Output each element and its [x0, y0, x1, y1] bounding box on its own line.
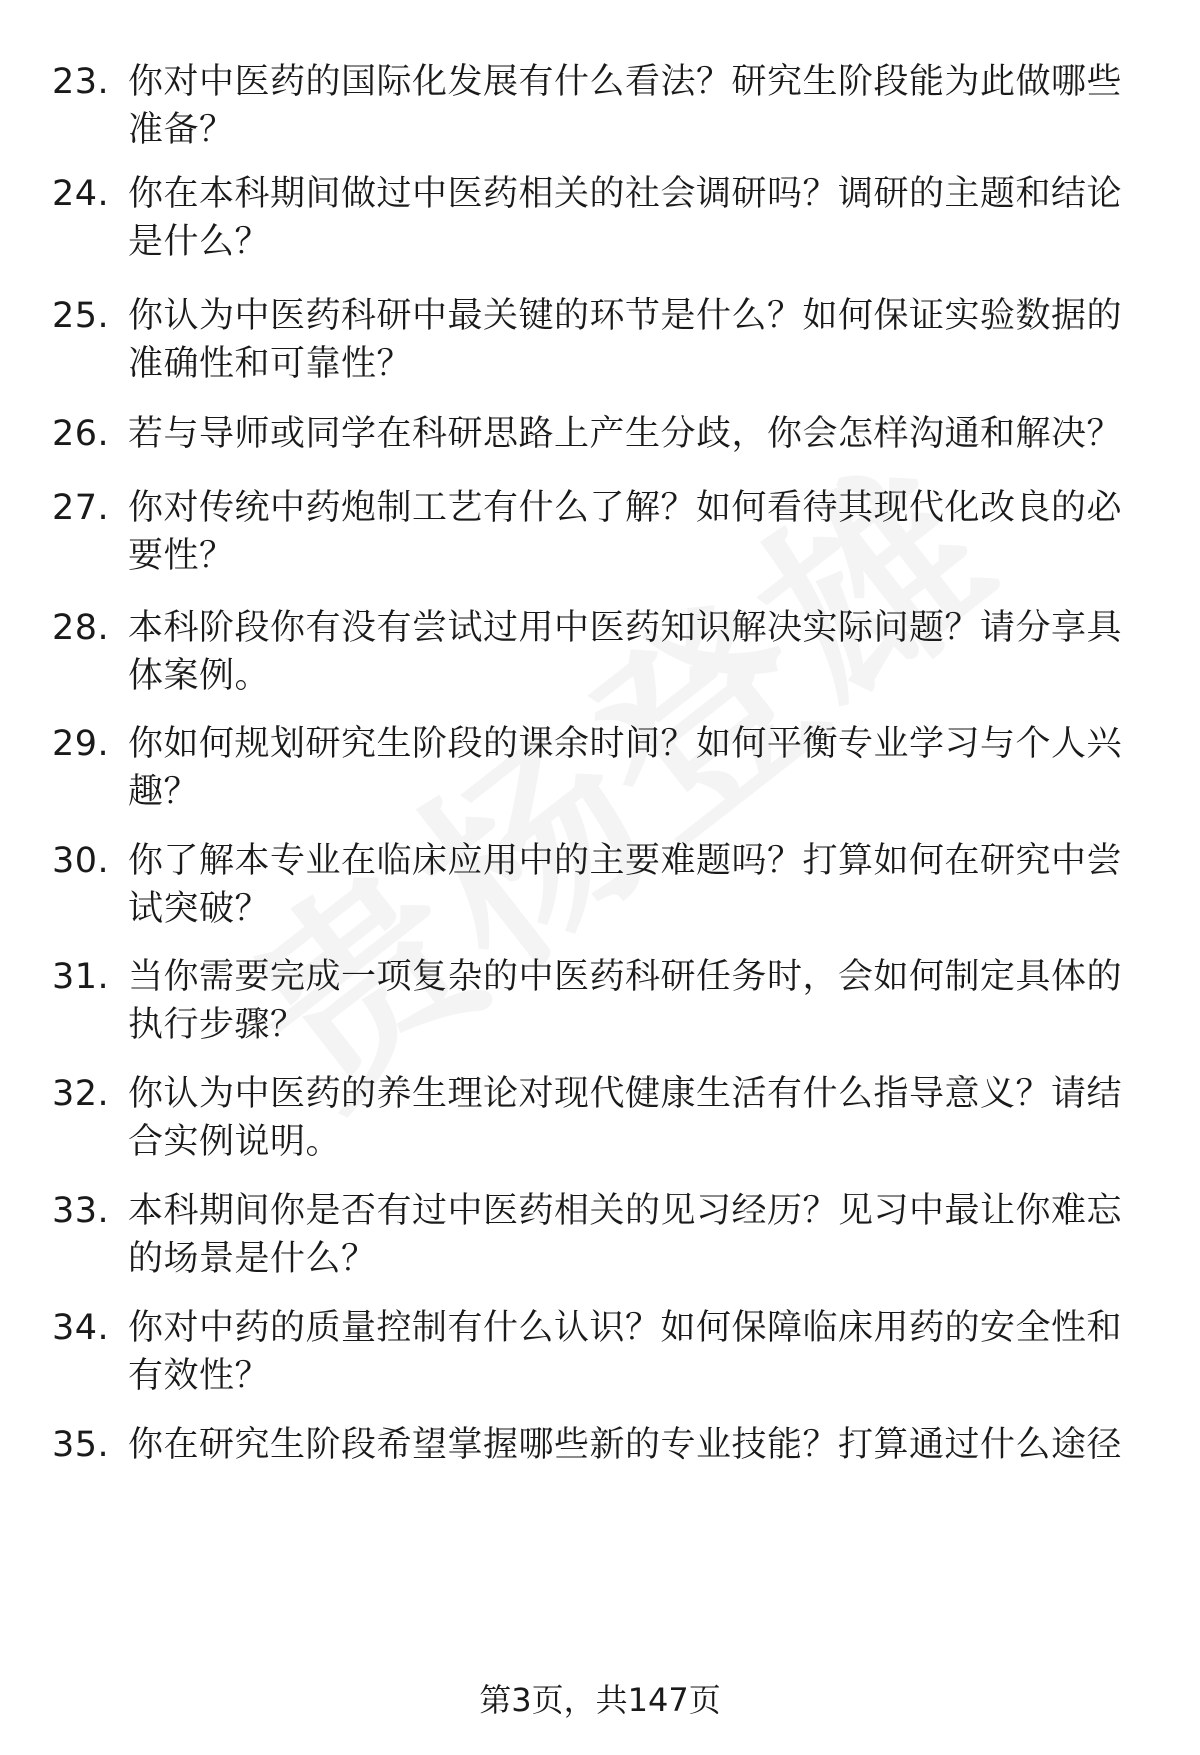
- question-number: 30.: [52, 841, 110, 881]
- question-text: 你认为中医药科研中最关键的环节是什么？如何保证实验数据的准确性和可靠性？: [128, 296, 1123, 384]
- question-number: 31.: [52, 957, 110, 997]
- question-number: 26.: [52, 414, 110, 454]
- question-text: 本科阶段你有没有尝试过用中医药知识解决实际问题？请分享具体案例。: [128, 608, 1123, 696]
- question-number: 34.: [52, 1308, 110, 1348]
- question-number: 28.: [52, 608, 110, 648]
- question-text: 你了解本专业在临床应用中的主要难题吗？打算如何在研究中尝试突破？: [128, 841, 1123, 929]
- question-text: 你在研究生阶段希望掌握哪些新的专业技能？打算通过什么途径: [128, 1425, 1123, 1465]
- question-text: 当你需要完成一项复杂的中医药科研任务时，会如何制定具体的执行步骤？: [128, 957, 1123, 1045]
- question-text: 若与导师或同学在科研思路上产生分歧，你会怎样沟通和解决？: [128, 414, 1123, 454]
- question-text: 你对中医药的国际化发展有什么看法？研究生阶段能为此做哪些准备？: [128, 62, 1123, 150]
- question-text: 你如何规划研究生阶段的课余时间？如何平衡专业学习与个人兴趣？: [128, 724, 1123, 812]
- question-number: 24.: [52, 174, 110, 214]
- question-number: 29.: [52, 724, 110, 764]
- question-text: 你对中药的质量控制有什么认识？如何保障临床用药的安全性和有效性？: [128, 1308, 1123, 1396]
- question-number: 32.: [52, 1074, 110, 1114]
- question-number: 33.: [52, 1191, 110, 1231]
- question-text: 你在本科期间做过中医药相关的社会调研吗？调研的主题和结论是什么？: [128, 174, 1123, 262]
- question-number: 27.: [52, 488, 110, 528]
- question-number: 35.: [52, 1425, 110, 1465]
- page-number: 第3页，共147页: [479, 1681, 721, 1719]
- question-number: 23.: [52, 62, 110, 102]
- question-number: 25.: [52, 296, 110, 336]
- question-text: 你认为中医药的养生理论对现代健康生活有什么指导意义？请结合实例说明。: [128, 1074, 1123, 1162]
- question-text: 你对传统中药炮制工艺有什么了解？如何看待其现代化改良的必要性？: [128, 488, 1123, 576]
- question-text: 本科期间你是否有过中医药相关的见习经历？见习中最让你难忘的场景是什么？: [128, 1191, 1123, 1279]
